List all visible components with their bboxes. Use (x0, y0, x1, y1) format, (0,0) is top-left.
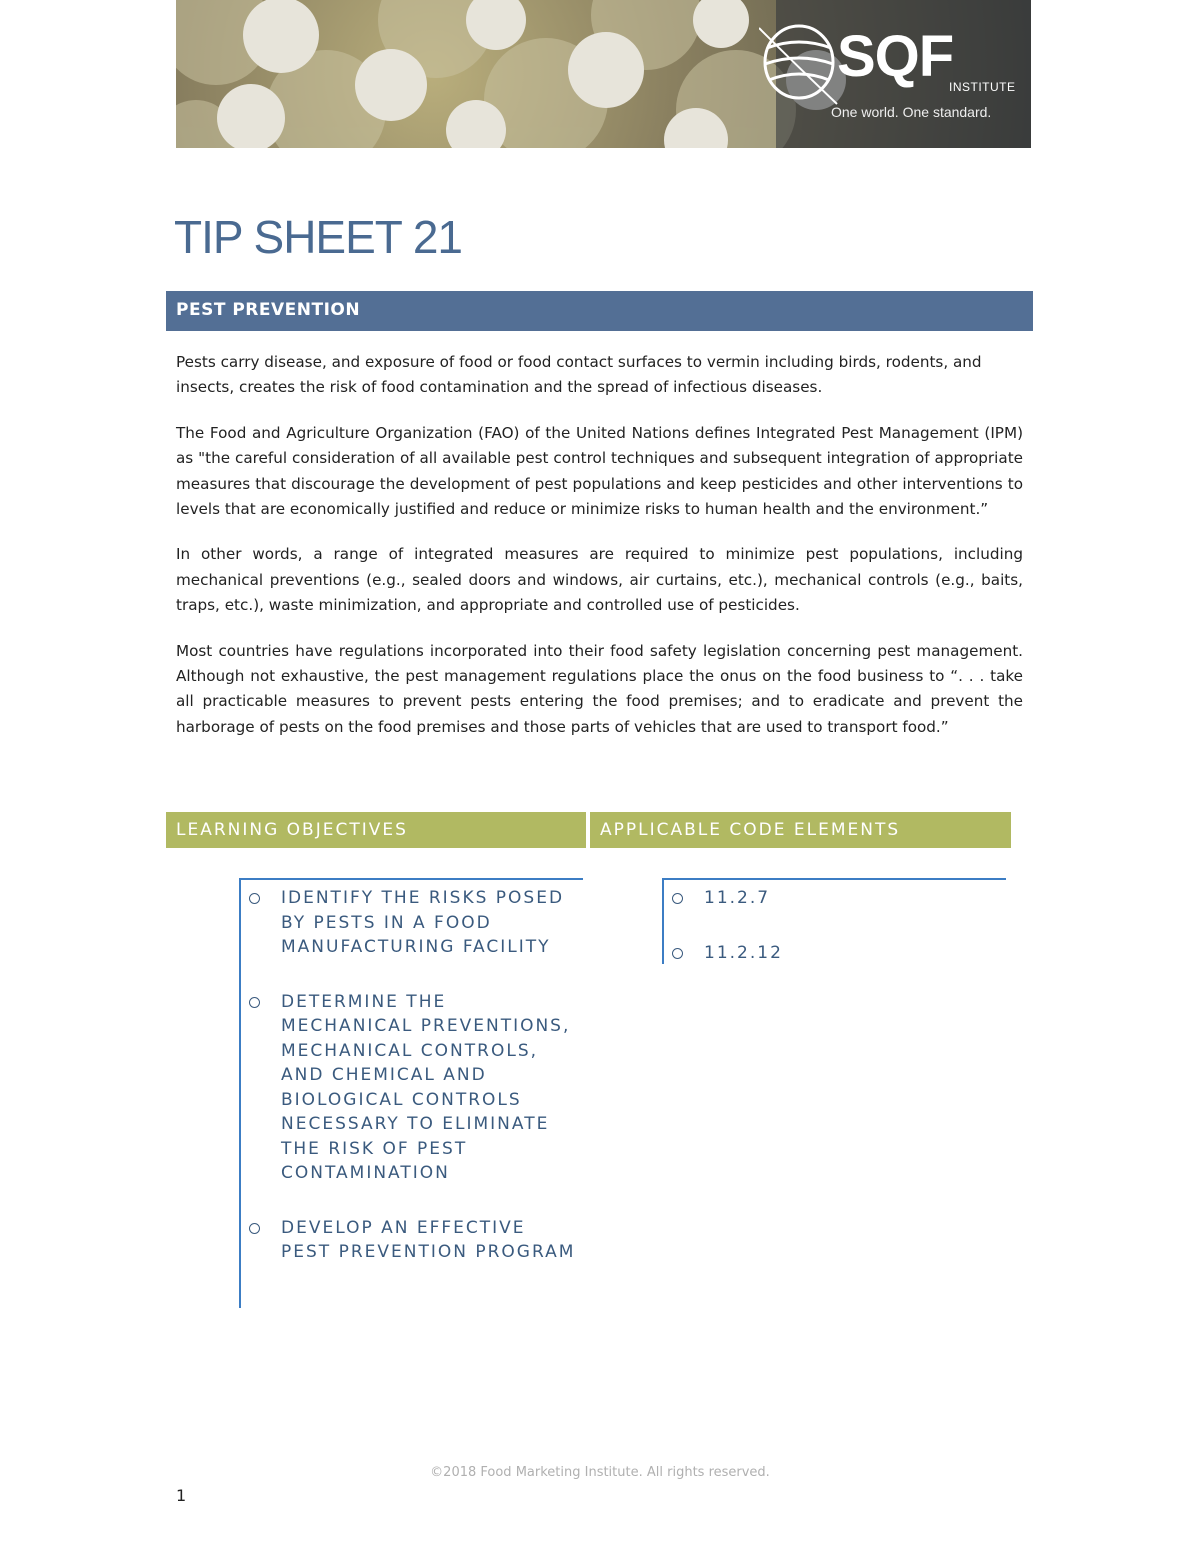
page-number: 1 (176, 1486, 187, 1505)
bullet-icon (249, 893, 260, 904)
section-header-bar (166, 291, 1033, 331)
header-banner (176, 0, 1031, 148)
list-item (241, 1216, 583, 1265)
bullet-icon (249, 997, 260, 1008)
footer-copyright: ©2018 Food Marketing Institute. All rights reserved. (430, 1465, 770, 1480)
code-elements-bar (590, 812, 1011, 848)
code-element-text: 11.2.12 (704, 942, 783, 963)
sqf-logo (759, 18, 1016, 128)
learning-objectives-list (239, 878, 583, 1308)
logo-subtext: INSTITUTE (949, 80, 1016, 94)
section-heading: PEST PREVENTION (176, 300, 361, 320)
globe-icon (759, 18, 839, 108)
objective-text: DEVELOP AN EFFECTIVE PEST PREVENTION PROGRAM (281, 1217, 576, 1262)
page-title: TIP SHEET 21 (174, 211, 462, 263)
paragraph: In other words, a range of integrated measures are required to minimize pest populations, including mechanical preventions (e.g., sealed doors and windows, air curtains, etc.), mechanical controls (e.g., baits, traps, etc.), waste minimization, and appropriate and controlled use of pesticides. (176, 545, 1023, 615)
paragraph: Most countries have regulations incorporated into their food safety legislation concerning pest management. Although not exhaustive, the pest management regulations place the onus on the food business to “. . . take all practicable measures to prevent pests entering the food premises; and to eradicate and prevent the harborage of pests on the food premises and those parts of vehicles that are used to transport food.” (176, 641, 1023, 736)
objective-text: IDENTIFY THE RISKS POSED BY PESTS IN A FOOD MANUFACTURING FACILITY (281, 888, 565, 957)
code-element-text: 11.2.7 (704, 888, 771, 908)
code-elements-heading: APPLICABLE CODE ELEMENTS (600, 820, 901, 840)
code-elements-list (662, 878, 1006, 964)
bullet-icon (672, 948, 683, 959)
learning-objectives-bar (166, 812, 586, 848)
paragraph: The Food and Agriculture Organization (FAO) of the United Nations defines Integrated Pest Management (IPM) as "the careful consideration of all available pest control techniques and subsequent integration of appropriate measures that discourage the development of pest populations and keep pesticides and other interventions to levels that are economically justified and reduce or minimize risks to human health and the environment.” (176, 423, 1023, 519)
list-item (241, 990, 583, 1186)
learning-objectives-heading: LEARNING OBJECTIVES (176, 820, 408, 840)
logo-tagline: One world. One standard. (831, 104, 992, 120)
body-text (176, 350, 1023, 760)
logo-wordmark: SQF (837, 24, 954, 89)
list-item (664, 886, 1006, 911)
paragraph: Pests carry disease, and exposure of food or food contact surfaces to vermin including birds, rodents, and insects, creates the risk of food contamination and the spread of infectious diseases. (176, 353, 982, 397)
bullet-icon (249, 1223, 260, 1234)
bullet-icon (672, 893, 683, 904)
list-item (664, 941, 1006, 966)
objective-text: DETERMINE THE MECHANICAL PREVENTIONS, MECHANICAL CONTROLS, AND CHEMICAL AND BIOLOGICAL CONTROLS NECESSARY TO ELIMINATE THE RISK OF PEST CONTAMINATION (281, 991, 571, 1183)
list-item (241, 886, 583, 960)
